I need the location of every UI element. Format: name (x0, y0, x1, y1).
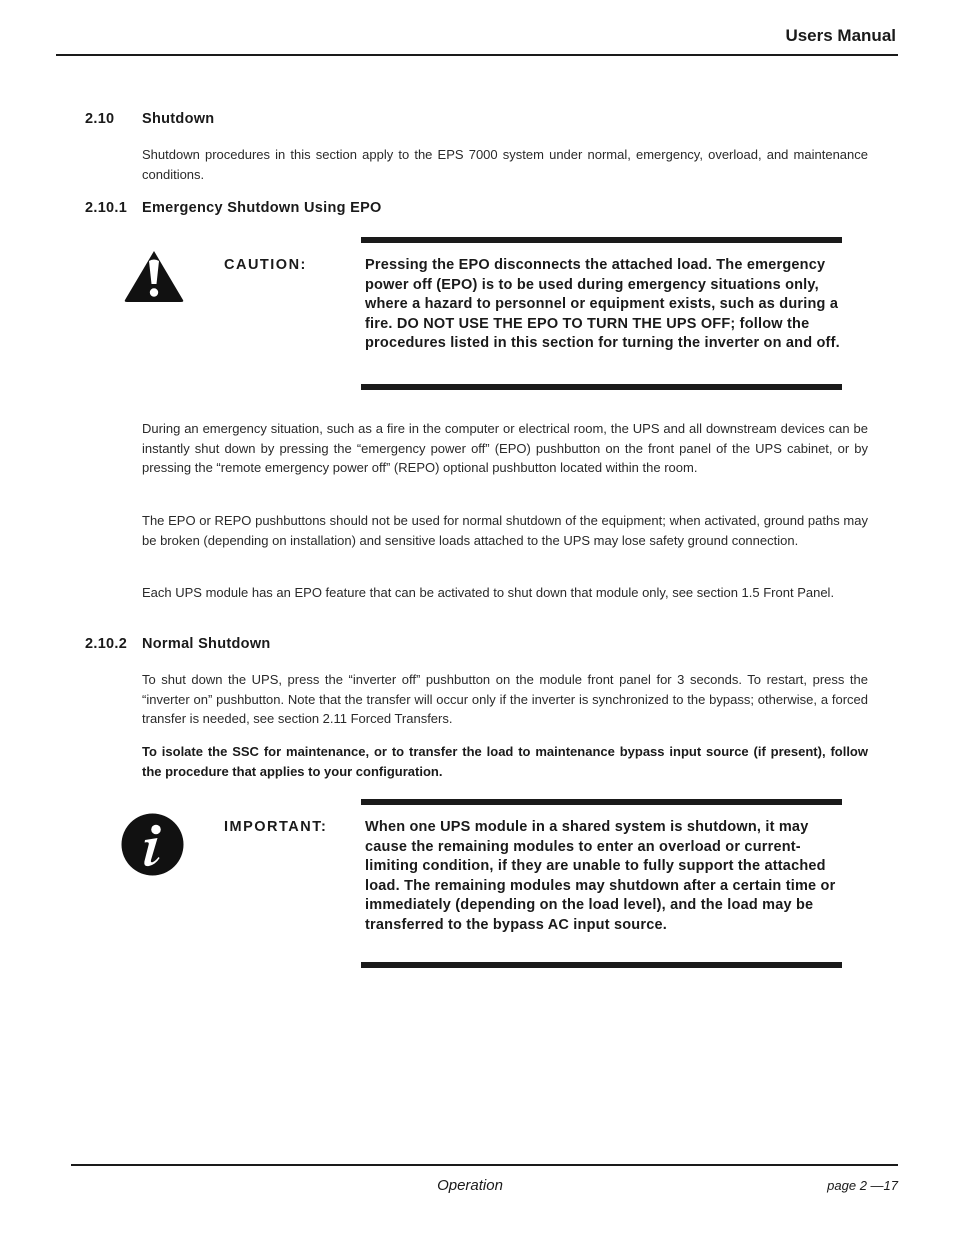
section-heading-2-10-2 (85, 636, 271, 652)
section-title: Shutdown (142, 111, 215, 127)
section-number: 2.10.1 (85, 200, 128, 216)
isolate-ssc-paragraph: To isolate the SSC for maintenance, or to transfer the load to maintenance bypass input source (if present), follow the procedure that applies to your configuration. (142, 744, 868, 779)
important-text: When one UPS module in a shared system is shutdown, it may cause the remaining modules to enter an overload or current-limiting condition, if they are unable to fully support the attached load. The remaining modules may shutdown after a certain time or immediately (depending on the load level), and the load may be transferred to the bypass AC input source. (365, 819, 836, 933)
section-number: 2.10 (85, 111, 115, 127)
section-title: Normal Shutdown (142, 636, 271, 652)
important-label: IMPORTANT: (224, 819, 328, 835)
section-number: 2.10.2 (85, 636, 128, 652)
header-rule (56, 54, 898, 56)
footer-rule (71, 1164, 898, 1166)
warning-triangle-icon (123, 249, 185, 303)
shutdown-intro-paragraph: Shutdown procedures in this section apply to the EPS 7000 system under normal, emergency, overload, and maintenance conditions. (142, 147, 868, 182)
section-title: Emergency Shutdown Using EPO (142, 200, 382, 216)
caution-label: CAUTION: (224, 257, 307, 273)
footer-page-number: page 2 —17 (827, 1178, 898, 1193)
info-icon (121, 813, 184, 876)
footer-section-name: Operation (437, 1177, 503, 1194)
epo-paragraph-2: The EPO or REPO pushbuttons should not be used for normal shutdown of the equipment; when activated, ground paths may be broken (depending on installation) and sensitive loads attached to the UPS may lose safety ground connection. (142, 513, 868, 548)
section-heading-2-10-1 (85, 200, 382, 216)
epo-paragraph-3: Each UPS module has an EPO feature that can be activated to shut down that module only, see section 1.5 Front Panel. (142, 585, 835, 600)
caution-text: Pressing the EPO disconnects the attached load. The emergency power off (EPO) is to be used during emergency situations only, where a hazard to personnel or equipment exists, such as during a fire. DO NOT USE THE EPO TO TURN THE UPS OFF; follow the procedures listed in this section for turning the inverter on and off. (365, 257, 840, 351)
normal-shutdown-paragraph: To shut down the UPS, press the “inverter off” pushbutton on the module front panel for 3 seconds. To restart, press the “inverter on” pushbutton. Note that the transfer will occur only if the inverter is synchronized to the bypass; otherwise, a forced transfer is needed, see section 2.11 Forced Transfers. (142, 672, 868, 726)
epo-paragraph-1: During an emergency situation, such as a fire in the computer or electrical room, the UPS and all downstream devices can be instantly shut down by pressing the “emergency power off” (EPO) pushbutton on the front panel of the UPS cabinet, or by pressing the “remote emergency power off” (REPO) optional pushbutton located within the room. (142, 421, 868, 475)
running-header-title: Users Manual (785, 26, 896, 45)
section-heading-2-10 (85, 111, 214, 127)
